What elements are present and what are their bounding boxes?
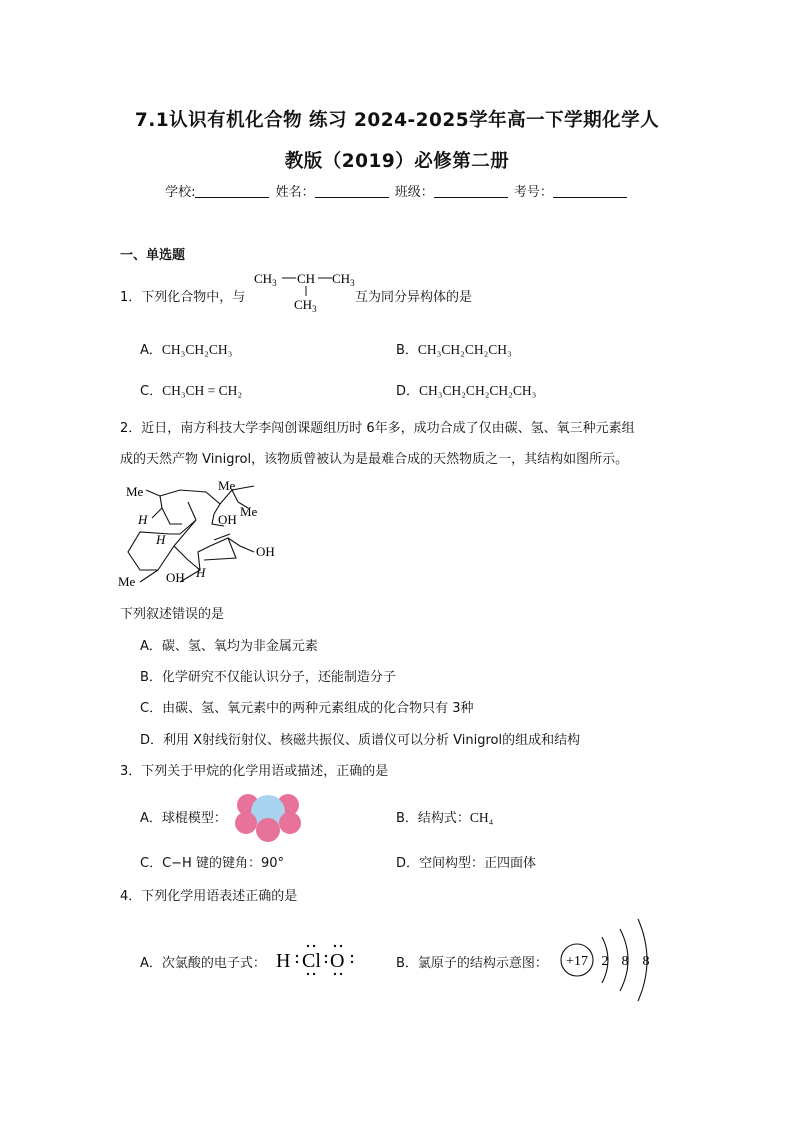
name-field[interactable] [315, 184, 389, 198]
q3-stem: 3．下列关于甲烷的化学用语或描述，正确的是 [120, 764, 389, 779]
q3-option-b-formula: CH₄ [469, 810, 494, 825]
svg-text:CH3: $CH_3$ [332, 271, 355, 288]
q2-option-b[interactable]: B．化学研究不仅能认识分子，还能制造分子 [140, 670, 396, 685]
name-label: 姓名： [275, 185, 315, 200]
q1-struct-left: CH [254, 271, 273, 286]
atom-h-bottom [256, 818, 280, 842]
q2-option-c[interactable]: C．由碳、氢、氧元素中的两种元素组成的化合物只有 3种 [140, 701, 474, 716]
oh-label-upper: OH [218, 512, 237, 527]
q2-stem-line2: 成的天然产物 Vinigrol，该物质曾被认为是最难合成的天然物质之一，其结构如图所示。 [120, 452, 629, 467]
oh-label-bottom: OH [166, 570, 185, 585]
q1-option-b[interactable]: B．CH₃CH₂CH₂CH₃ [396, 342, 512, 358]
q1-stem-suffix: 互为同分异构体的是 [355, 290, 473, 305]
class-field[interactable] [434, 184, 508, 198]
q1-option-d-formula: CH₃CH₂CH₂CH₂CH₃ [419, 383, 537, 398]
q2-stem-line1: 2．近日，南方科技大学李闯创课题组历时 6年多，成功合成了仅由碳、氢、氧三种元素组 [120, 421, 635, 436]
me-label-top: Me [126, 484, 144, 499]
q3-option-c[interactable]: C．C−H 键的键角：90° [140, 856, 284, 871]
h-label-upper: H [138, 512, 148, 527]
q1-structure [252, 268, 362, 318]
q1-stem-prefix: 1．下列化合物中，与 [120, 290, 246, 305]
q1-option-c-formula: CH₃CH = CH₂ [162, 383, 243, 398]
chlorine-atom-diagram [558, 915, 664, 1005]
q3-option-a[interactable]: A．球棍模型： [140, 811, 227, 826]
q4-option-a[interactable]: A．次氯酸的电子式： [140, 956, 266, 971]
vinigrol-structure [118, 474, 288, 594]
shell-3-electrons: 8 [642, 954, 650, 969]
hclo-electron-formula [272, 938, 362, 978]
methane-ball-stick-model [232, 790, 304, 842]
school-field[interactable] [195, 184, 269, 198]
symbol-o: O [330, 950, 345, 972]
q1-struct-right: CH [332, 271, 351, 286]
atom-h-bottom-left [235, 812, 257, 834]
oh-label-right: OH [256, 544, 275, 559]
q1-option-a-formula: CH₃CH₂CH₃ [161, 342, 233, 357]
q1-struct-bottom: CH [294, 297, 313, 312]
q2-option-d[interactable]: D．利用 X射线衍射仪、核磁共振仪、质谱仪可以分析 Vinigrol的组成和结构 [140, 733, 581, 748]
q1-option-b-formula: CH₃CH₂CH₂CH₃ [417, 342, 512, 357]
me-label-right: Me [240, 504, 258, 519]
shell-2-electrons: 8 [621, 954, 629, 969]
q2-option-a[interactable]: A．碳、氢、氧均为非金属元素 [140, 639, 318, 654]
ipr-label: Me [218, 478, 236, 493]
q4-option-b[interactable]: B．氯原子的结构示意图： [396, 956, 548, 971]
nucleus-charge: +17 [566, 954, 588, 969]
symbol-cl: Cl [302, 950, 321, 972]
q4-stem: 4．下列化学用语表述正确的是 [120, 889, 298, 904]
doc-title-line2: 教版（2019）必修第二册 [284, 151, 510, 172]
h-label-middle: H [156, 532, 166, 547]
shell-1-electrons: 2 [601, 954, 609, 969]
q1-option-a[interactable]: A．CH₃CH₂CH₃ [140, 342, 233, 358]
q3-option-b[interactable]: B．结构式：CH₄ [396, 810, 494, 826]
doc-title-line1: 7.1认识有机化合物 练习 2024-2025学年高一下学期化学人 [134, 110, 660, 131]
q1-struct-middle: CH [297, 271, 316, 286]
svg-text:CH3: $CH_3$ [254, 271, 277, 288]
school-label: 学校: [165, 185, 196, 200]
svg-text:CH3: $CH_3$ [294, 297, 317, 314]
q2-question: 下列叙述错误的是 [120, 607, 225, 622]
h-label-bottom: H [196, 565, 206, 580]
class-label: 班级： [394, 185, 434, 200]
q1-option-d[interactable]: D．CH₃CH₂CH₂CH₂CH₃ [396, 383, 537, 399]
section-heading: 一、单选题 [120, 248, 186, 263]
me-label-bottom: Me [118, 574, 136, 589]
q3-option-d[interactable]: D．空间构型：正四面体 [396, 856, 537, 871]
symbol-h: H [276, 950, 291, 972]
student-info [0, 181, 794, 200]
number-field[interactable] [553, 184, 627, 198]
number-label: 考号： [513, 185, 553, 200]
atom-h-bottom-right [279, 812, 301, 834]
q1-option-c[interactable]: C．CH₃CH = CH₂ [140, 383, 243, 399]
